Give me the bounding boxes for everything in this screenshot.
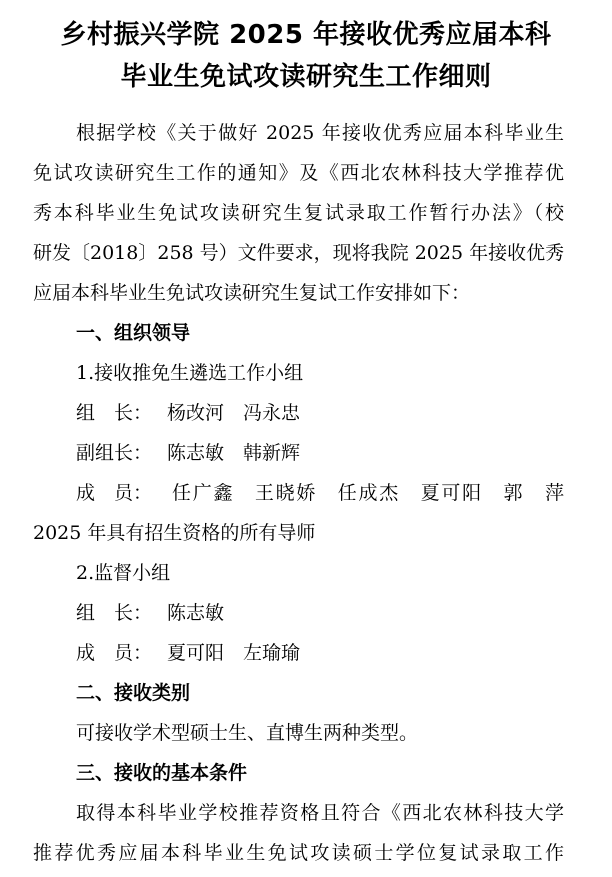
group2-members-names: 夏可阳 左瑜瑜 [167, 642, 301, 664]
group1-title: 1.接收推免生遴选工作小组 [76, 362, 304, 384]
intro-line-5: 应届本科毕业生免试攻读研究生复试工作安排如下： [33, 282, 471, 304]
group1-deputy-names: 陈志敏 韩新辉 [167, 442, 301, 464]
requirements-line-1: 取得本科毕业学校推荐资格且符合《西北农林科技大学 [76, 802, 564, 824]
group2-members-label: 成 员： [76, 642, 153, 664]
group2-leader-label: 组 长： [76, 602, 153, 624]
group1-deputy-label: 副组长： [76, 442, 153, 464]
requirements-line-2: 推荐优秀应届本科毕业生免试攻读硕士学位复试录取工作 [33, 842, 564, 864]
section-heading-basic-requirements: 三、接收的基本条件 [76, 762, 248, 784]
admission-types-text: 可接收学术型硕士生、直博生两种类型。 [76, 722, 419, 744]
group1-members-label: 成 员： [76, 482, 153, 504]
group2-title: 2.监督小组 [76, 562, 171, 584]
group1-members-names: 任广鑫 王晓娇 任成杰 夏可阳 郭 萍 [172, 482, 564, 504]
intro-line-3: 秀本科毕业生免试攻读研究生复试录取工作暂行办法》（校 [33, 202, 564, 224]
section-heading-organization: 一、组织领导 [76, 322, 191, 344]
document-title-line-2: 毕业生免试攻读研究生工作细则 [120, 62, 492, 92]
group1-leader-label: 组 长： [76, 402, 153, 424]
intro-line-4: 研发〔2018〕258 号）文件要求，现将我院 2025 年接收优秀 [33, 242, 565, 264]
group2-leader-names: 陈志敏 [167, 602, 225, 624]
document-title-line-1: 乡村振兴学院 2025 年接收优秀应届本科 [60, 20, 552, 50]
intro-line-2: 免试攻读研究生工作的通知》及《西北农林科技大学推荐优 [33, 162, 564, 184]
group1-members-continued: 2025 年具有招生资格的所有导师 [33, 522, 316, 544]
section-heading-admission-types: 二、接收类别 [76, 682, 191, 704]
intro-line-1: 根据学校《关于做好 2025 年接收优秀应届本科毕业生 [76, 122, 564, 144]
group1-leader-names: 杨改河 冯永忠 [167, 402, 301, 424]
